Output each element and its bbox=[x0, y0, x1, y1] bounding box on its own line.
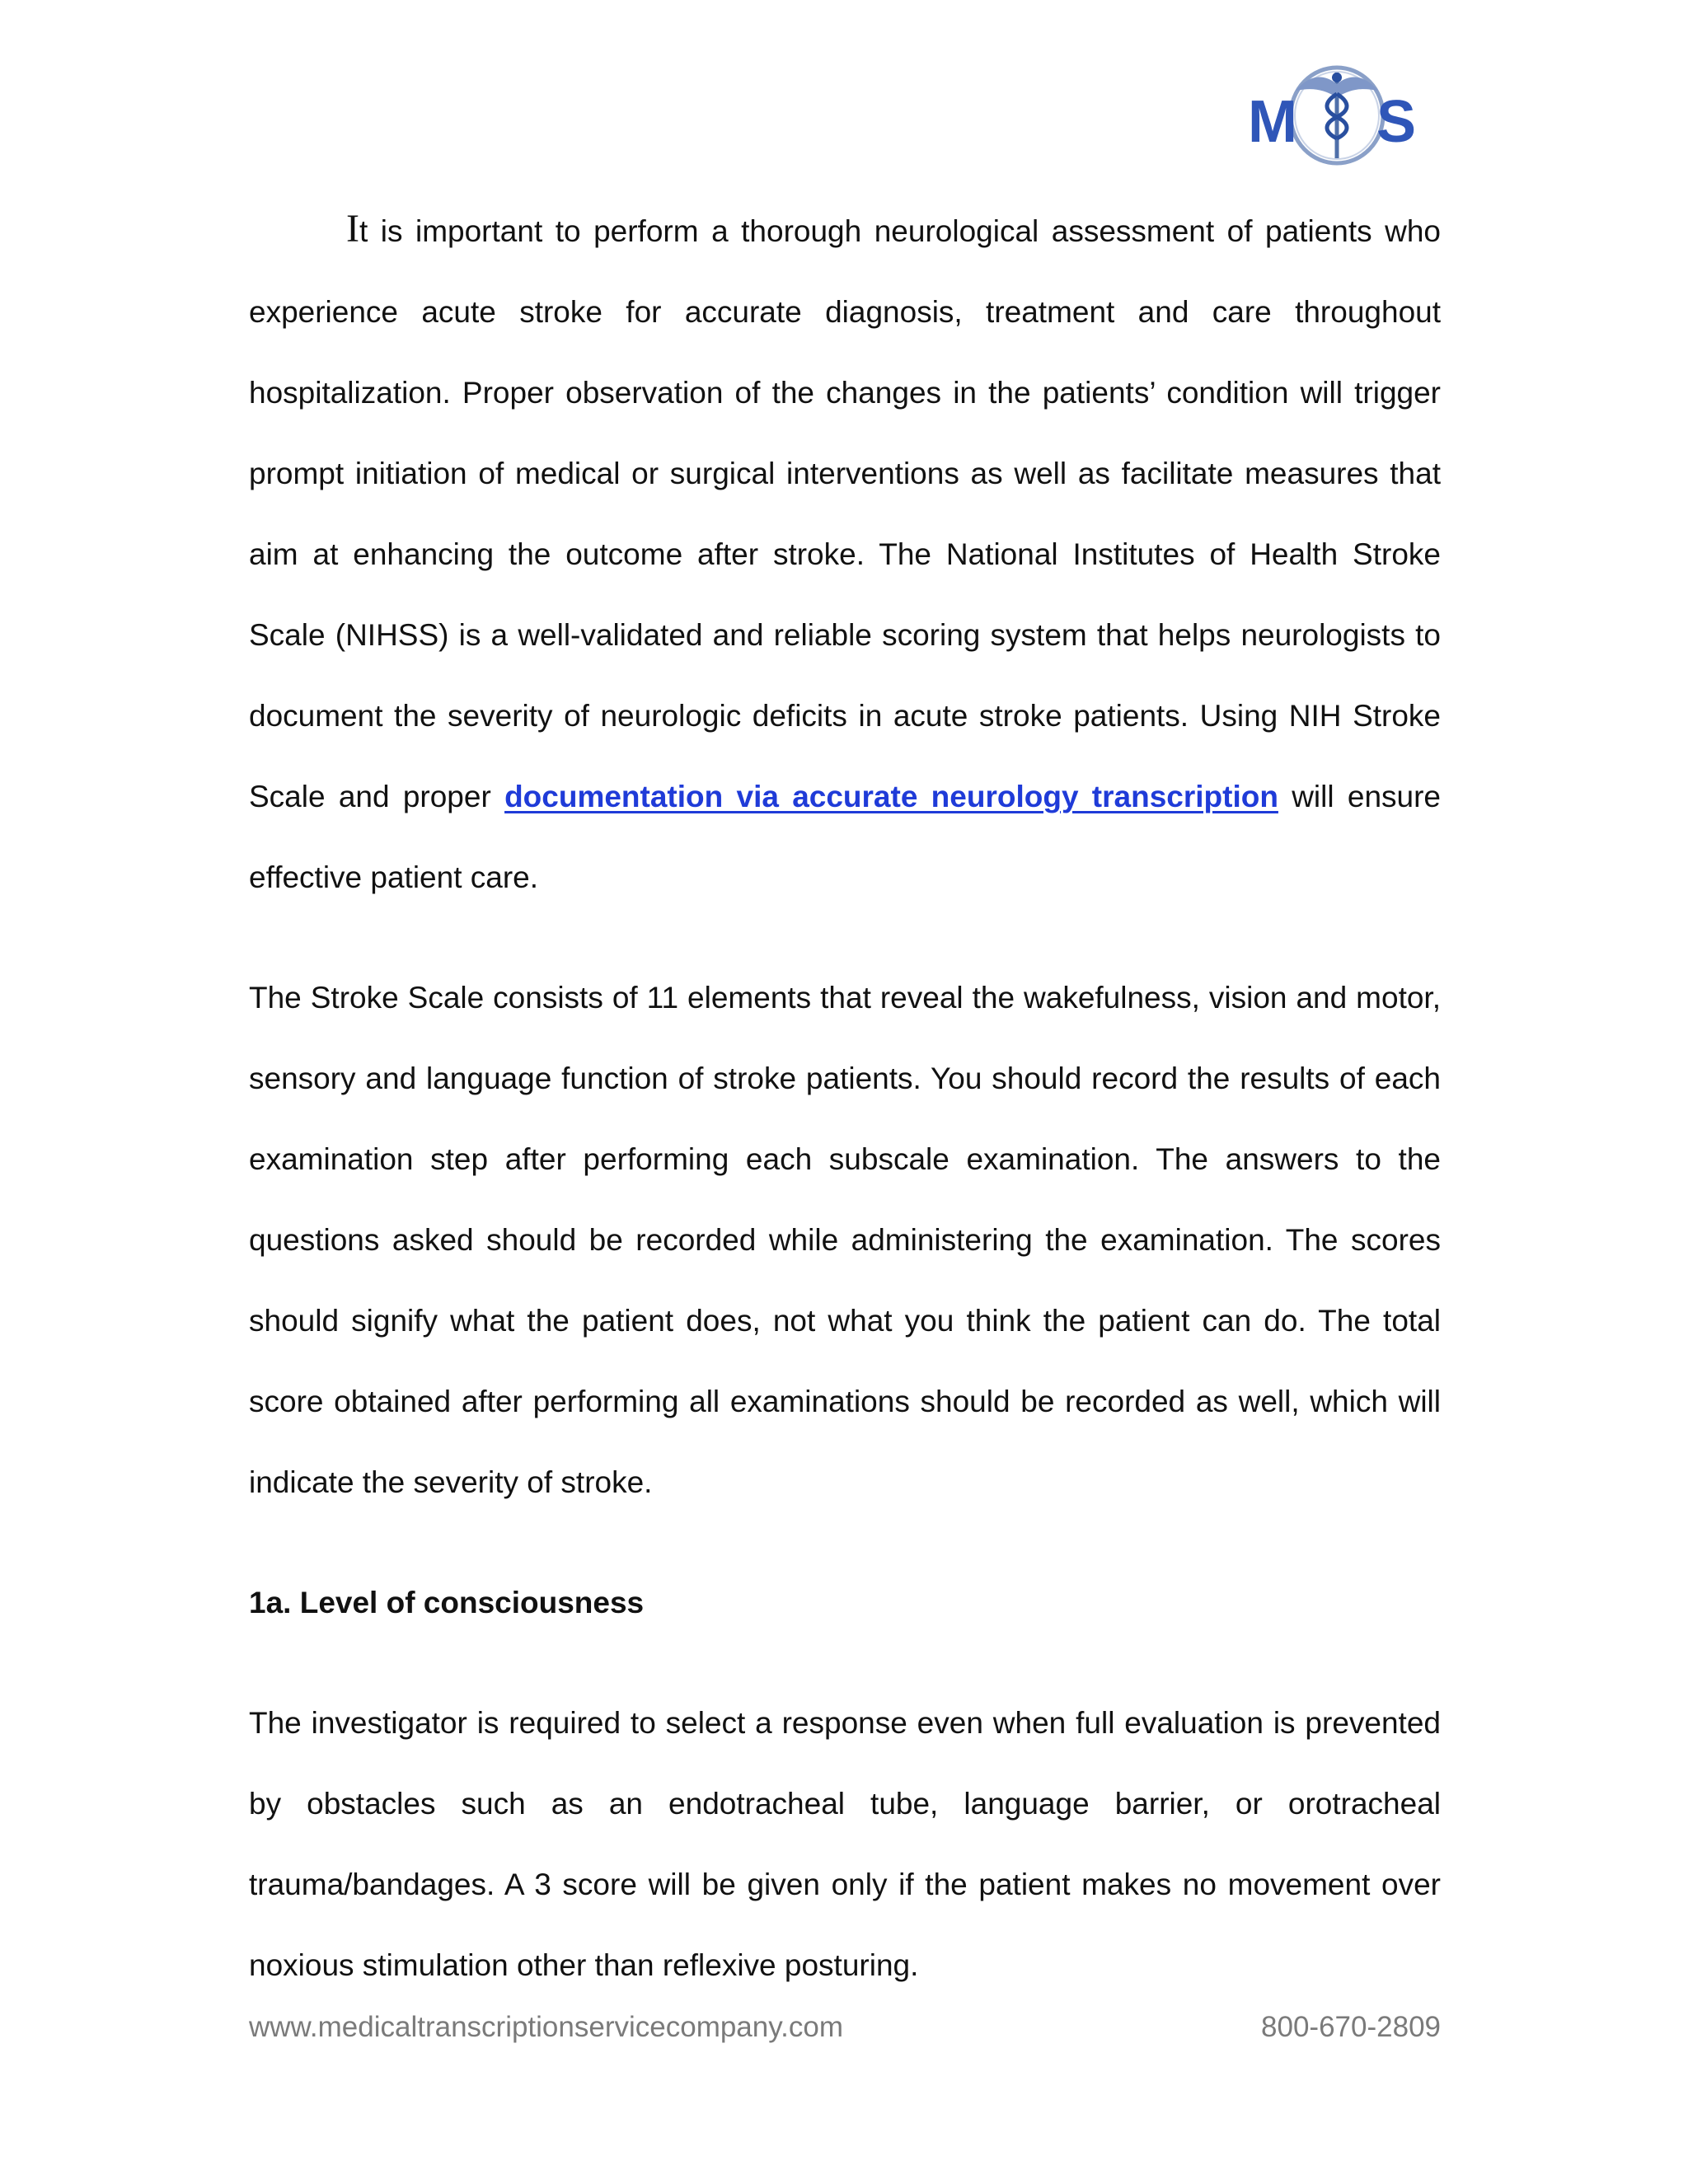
stroke-scale-paragraph: The Stroke Scale consists of 11 elements that reveal the wakefulness, vision and motor, sensory and language function of stroke patients. You should record the results of each examination step after performing each subscale examination. The answers to the questions asked should be recorded while administering the examination. The scores should signify what the patient does, not what you think the patient can do. The total score obtained after performing all examinations should be recorded as well, which will indicate the severity of stroke. bbox=[249, 981, 1441, 1499]
intro-text-after-link: will ensure effective patient care. bbox=[249, 780, 1441, 894]
page-footer bbox=[249, 2009, 1441, 2046]
caduceus-logo-icon bbox=[1296, 73, 1378, 158]
intro-paragraph bbox=[249, 191, 1441, 918]
footer-phone: 800-670-2809 bbox=[1261, 2011, 1441, 2043]
section-heading: 1a. Level of consciousness bbox=[249, 1586, 645, 1619]
logo-letter-m: M bbox=[1248, 89, 1297, 155]
consciousness-paragraph: The investigator is required to select a response even when full evaluation is prevented by obstacles such as an endotracheal tube, language barrier, or orotracheal trauma/bandages. A 3 score will be given only if the patient makes no movement over noxious stimulation other than reflexive posturing. bbox=[249, 1706, 1441, 1982]
logo-letter-s: S bbox=[1376, 89, 1417, 155]
drop-cap: I bbox=[346, 207, 359, 251]
neurology-transcription-link[interactable]: documentation via accurate neurology transcription bbox=[504, 780, 1278, 813]
mts-logo bbox=[1245, 58, 1426, 173]
article-content bbox=[249, 191, 1441, 2006]
intro-text-before-link: t is important to perform a thorough neurological assessment of patients who experience acute stroke for accurate diagnosis, treatment and care throughout hospitalization. Proper observation of the changes in the patients’ condition will trigger prompt initiation of medical or surgical interventions as well as facilitate measures that aim at enhancing the outcome after stroke. The National Institutes of Health Stroke Scale (NIHSS) is a well-validated and reliable scoring system that helps neurologists to document the severity of neurologic deficits in acute stroke patients. Using NIH Stroke Scale and proper bbox=[249, 214, 1441, 813]
footer-website: www.medicaltranscriptionservicecompany.com bbox=[249, 2011, 843, 2043]
